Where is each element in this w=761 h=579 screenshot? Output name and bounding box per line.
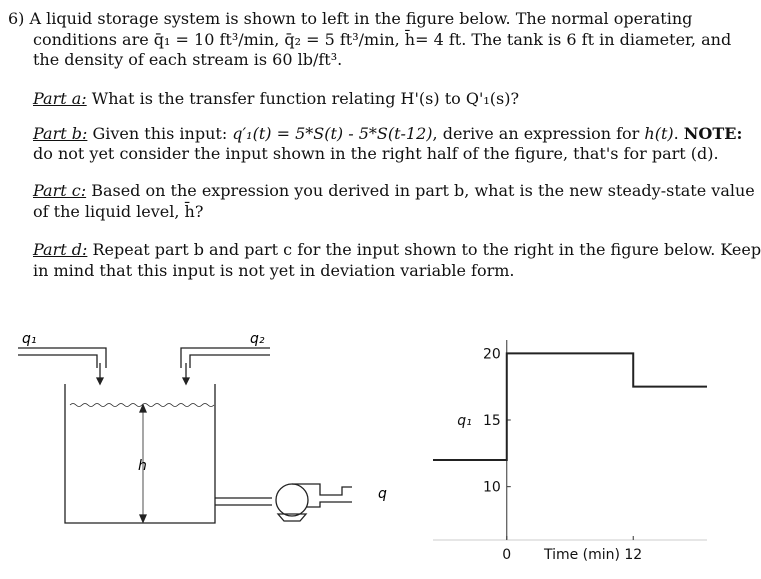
input-step-chart [433, 340, 707, 563]
part-c-text: Based on the expression you derived in part b, what is the new steady-state value [86, 181, 755, 200]
label-h: h [138, 458, 147, 474]
arrowhead-icon [183, 378, 189, 384]
chart-x-tick-label: 0 [502, 547, 512, 563]
part-d-text: Repeat part b and part c for the input shown to the right in the figure below. Keep [87, 240, 761, 259]
chart-y-tick-label: 20 [482, 346, 501, 363]
inlet-pipe-q1 [18, 348, 106, 368]
part-c-label: Part c: [33, 181, 87, 200]
intro-line3: the density of each stream is 60 lb/ft³. [33, 50, 343, 69]
part-a-text: What is the transfer function relating H'(s) to Q'₁(s)? [86, 89, 520, 108]
arrowhead-icon [97, 378, 103, 384]
arrowhead-icon [140, 515, 146, 522]
chart-x-tick-label: 12 [624, 547, 643, 563]
tank-diagram [18, 348, 352, 523]
pump-discharge-lower [306, 502, 352, 507]
chart-y-tick-label: 15 [482, 413, 501, 429]
part-c-line2: of the liquid level, h̄? [33, 202, 204, 221]
part-d-line2: in mind that this input is not yet in deviation variable form. [33, 261, 515, 280]
part-b-text-end: . [673, 124, 684, 143]
part-b-note: NOTE: [683, 124, 743, 143]
pump-icon [276, 484, 308, 516]
chart-y-tick-label: 10 [482, 479, 501, 496]
intro-line1: A liquid storage system is shown to left in the figure below. The normal operating [29, 9, 693, 28]
part-a-label: Part a: [33, 89, 87, 108]
pump-discharge [292, 484, 352, 495]
part-b-label: Part b: [33, 124, 88, 143]
chart-x-label: Time (min) [543, 547, 621, 563]
part-d-label: Part d: [33, 240, 88, 259]
problem-number: 6) [8, 9, 25, 28]
label-q: q [378, 486, 387, 502]
pump-base [278, 514, 306, 521]
inlet-pipe-q1-inner [18, 355, 97, 368]
label-q1: q₁ [22, 331, 37, 347]
part-b-math: q′₁(t) = 5*S(t) - 5*S(t-12) [232, 124, 433, 143]
inlet-pipe-q2-inner [190, 355, 270, 368]
part-b-text-pre: Given this input: [87, 124, 233, 143]
intro-line2: conditions are q̄₁ = 10 ft³/min, q̄₂ = 5 ft³/min, h̄= 4 ft. The tank is 6 ft in diameter, and [33, 30, 732, 49]
part-b-text-post: , derive an expression for [432, 124, 645, 143]
part-b-math2: h(t) [644, 124, 674, 143]
inlet-pipe-q2 [181, 348, 270, 368]
part-b-line2: do not yet consider the input shown in the right half of the figure, that's for part (d). [33, 144, 719, 163]
label-q2: q₂ [250, 331, 265, 347]
chart-y-label: q₁ [457, 413, 472, 429]
chart-series-line [433, 353, 707, 460]
